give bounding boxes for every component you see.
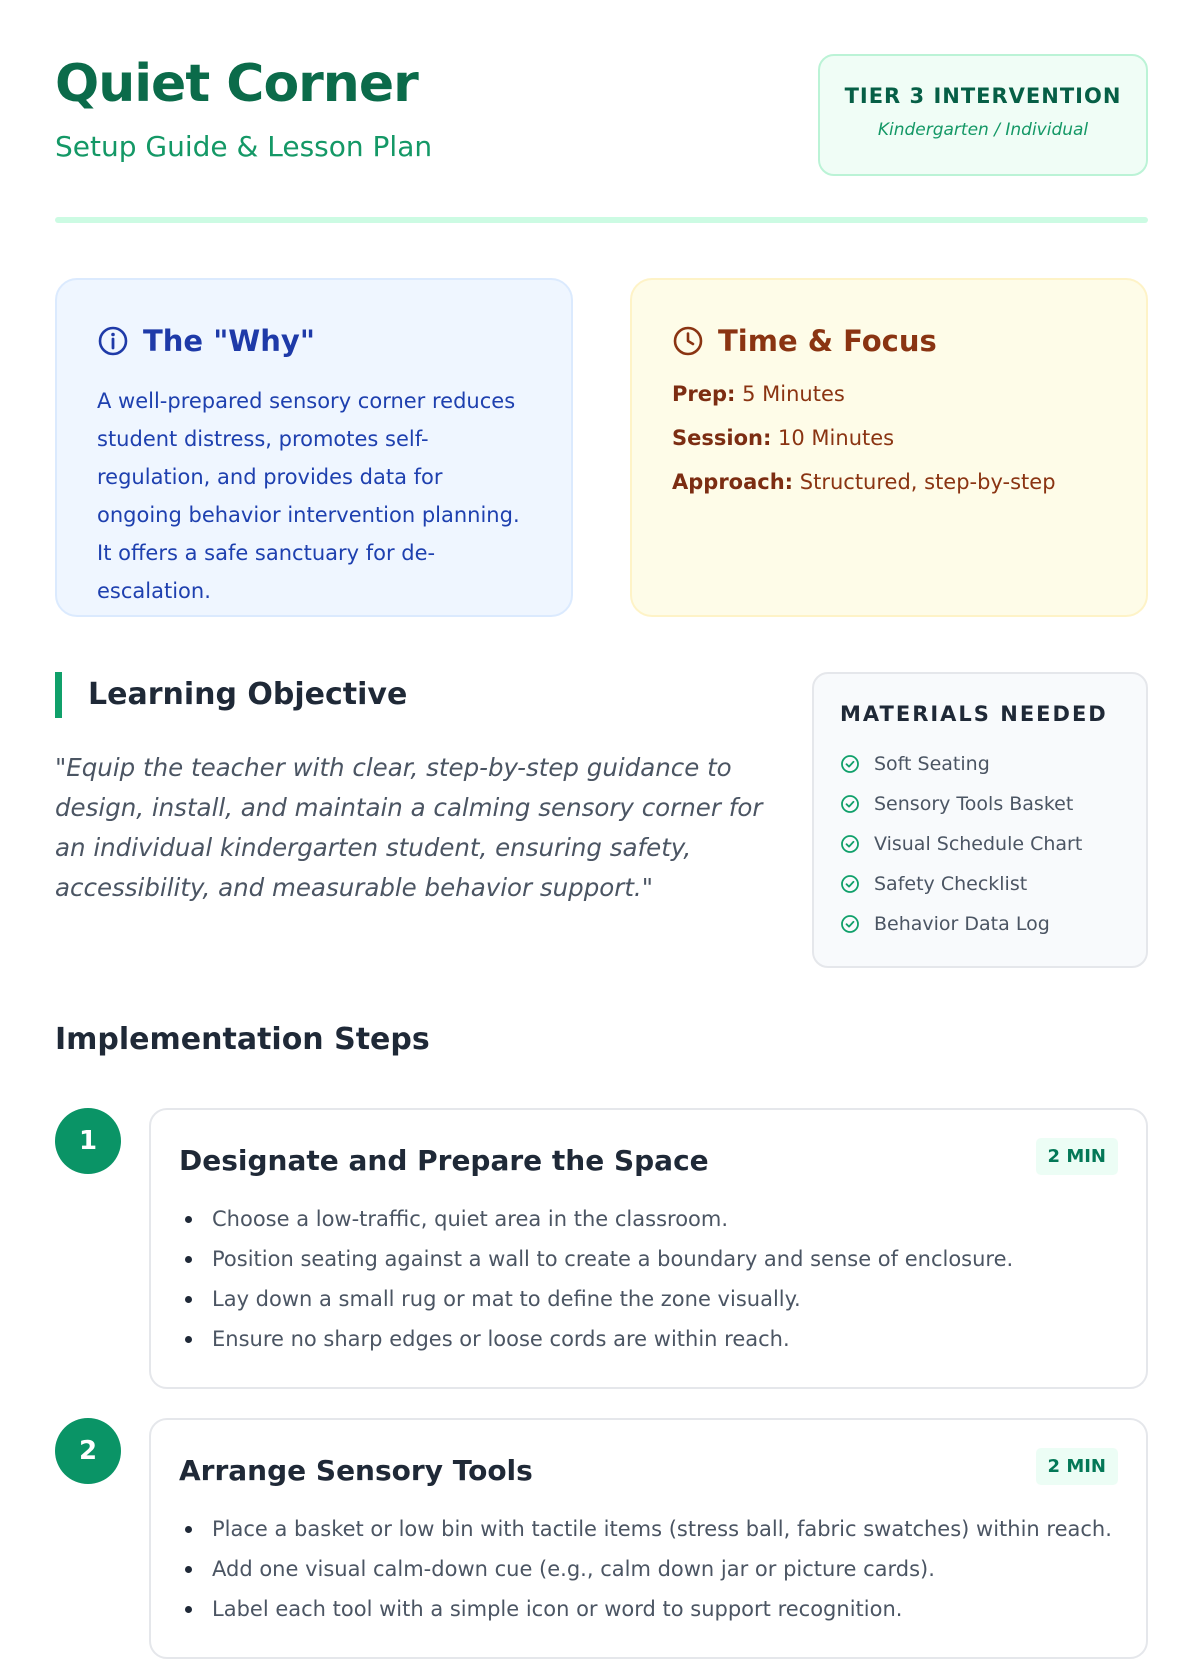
material-item bbox=[840, 784, 1120, 824]
step-list bbox=[179, 1199, 1118, 1359]
step-list-item: Position seating against a wall to create a boundary and sense of enclosure. bbox=[179, 1239, 1118, 1279]
tier-badge-subtitle: Kindergarten / Individual bbox=[877, 120, 1089, 140]
time-card-header bbox=[672, 324, 1106, 358]
step-duration-badge: 2 MIN bbox=[1036, 1138, 1118, 1175]
time-row-value: Structured, step-by-step bbox=[799, 470, 1056, 494]
step-list-item: Lay down a small rug or mat to define the zone visually. bbox=[179, 1279, 1118, 1319]
material-item bbox=[840, 744, 1120, 784]
material-item-label: Sensory Tools Basket bbox=[874, 793, 1074, 815]
check-circle-icon bbox=[840, 914, 860, 934]
info-icon bbox=[97, 325, 129, 357]
why-card-header bbox=[97, 324, 531, 358]
time-row-label: Session: bbox=[672, 426, 772, 450]
step-title: Arrange Sensory Tools bbox=[179, 1454, 533, 1487]
learning-objective-title: Learning Objective bbox=[88, 677, 408, 712]
step-card bbox=[149, 1418, 1148, 1659]
check-circle-icon bbox=[840, 834, 860, 854]
step-number-badge: 2 bbox=[55, 1418, 121, 1484]
time-row-prep bbox=[672, 382, 1106, 406]
implementation-steps-title: Implementation Steps bbox=[55, 1022, 430, 1057]
step-list bbox=[179, 1509, 1118, 1629]
materials-panel bbox=[812, 672, 1148, 968]
time-row-label: Prep: bbox=[672, 382, 736, 406]
why-card-title: The "Why" bbox=[143, 324, 315, 358]
material-item-label: Visual Schedule Chart bbox=[874, 833, 1083, 855]
material-item bbox=[840, 864, 1120, 904]
materials-title: MATERIALS NEEDED bbox=[840, 702, 1108, 726]
material-item-label: Soft Seating bbox=[874, 753, 990, 775]
step-duration-badge: 2 MIN bbox=[1036, 1448, 1118, 1485]
step-list-item: Place a basket or low bin with tactile items (stress ball, fabric swatches) within reach. bbox=[179, 1509, 1118, 1549]
learning-objective bbox=[55, 672, 785, 908]
tier-badge-title: TIER 3 INTERVENTION bbox=[844, 84, 1122, 108]
page-header bbox=[55, 50, 1148, 225]
time-row-value: 10 Minutes bbox=[778, 426, 895, 450]
time-row-approach bbox=[672, 470, 1106, 494]
header-divider bbox=[55, 217, 1148, 223]
material-item-label: Safety Checklist bbox=[874, 873, 1028, 895]
step-list-item: Add one visual calm-down cue (e.g., calm down jar or picture cards). bbox=[179, 1549, 1118, 1589]
check-circle-icon bbox=[840, 754, 860, 774]
time-card-title: Time & Focus bbox=[718, 324, 937, 358]
learning-objective-header bbox=[55, 672, 785, 718]
time-row-label: Approach: bbox=[672, 470, 794, 494]
step-list-item: Choose a low-traffic, quiet area in the classroom. bbox=[179, 1199, 1118, 1239]
check-circle-icon bbox=[840, 794, 860, 814]
time-row-value: 5 Minutes bbox=[742, 382, 845, 406]
tier-badge bbox=[818, 54, 1148, 176]
material-item bbox=[840, 824, 1120, 864]
step-title: Designate and Prepare the Space bbox=[179, 1144, 709, 1177]
time-row-session bbox=[672, 426, 1106, 450]
clock-icon bbox=[672, 325, 704, 357]
step-list-item: Label each tool with a simple icon or word to support recognition. bbox=[179, 1589, 1118, 1629]
step-number-badge: 1 bbox=[55, 1108, 121, 1174]
page-subtitle: Setup Guide & Lesson Plan bbox=[55, 130, 433, 163]
why-card-text: A well-prepared sensory corner reduces student distress, promotes self-regulation, and provides data for ongoing behavior intervention planning. It offers a safe sanctuary for de-escalation. bbox=[97, 389, 520, 603]
step-card bbox=[149, 1108, 1148, 1389]
page-title: Quiet Corner bbox=[55, 54, 418, 114]
material-item bbox=[840, 904, 1120, 944]
learning-objective-quote: "Equip the teacher with clear, step-by-step guidance to design, install, and maintain a calming sensory corner for an individual kindergarten student, ensuring safety, accessibility, and measurable behavior support." bbox=[55, 753, 763, 902]
why-card bbox=[55, 278, 573, 617]
check-circle-icon bbox=[840, 874, 860, 894]
time-card bbox=[630, 278, 1148, 617]
material-item-label: Behavior Data Log bbox=[874, 913, 1050, 935]
step-list-item: Ensure no sharp edges or loose cords are within reach. bbox=[179, 1319, 1118, 1359]
